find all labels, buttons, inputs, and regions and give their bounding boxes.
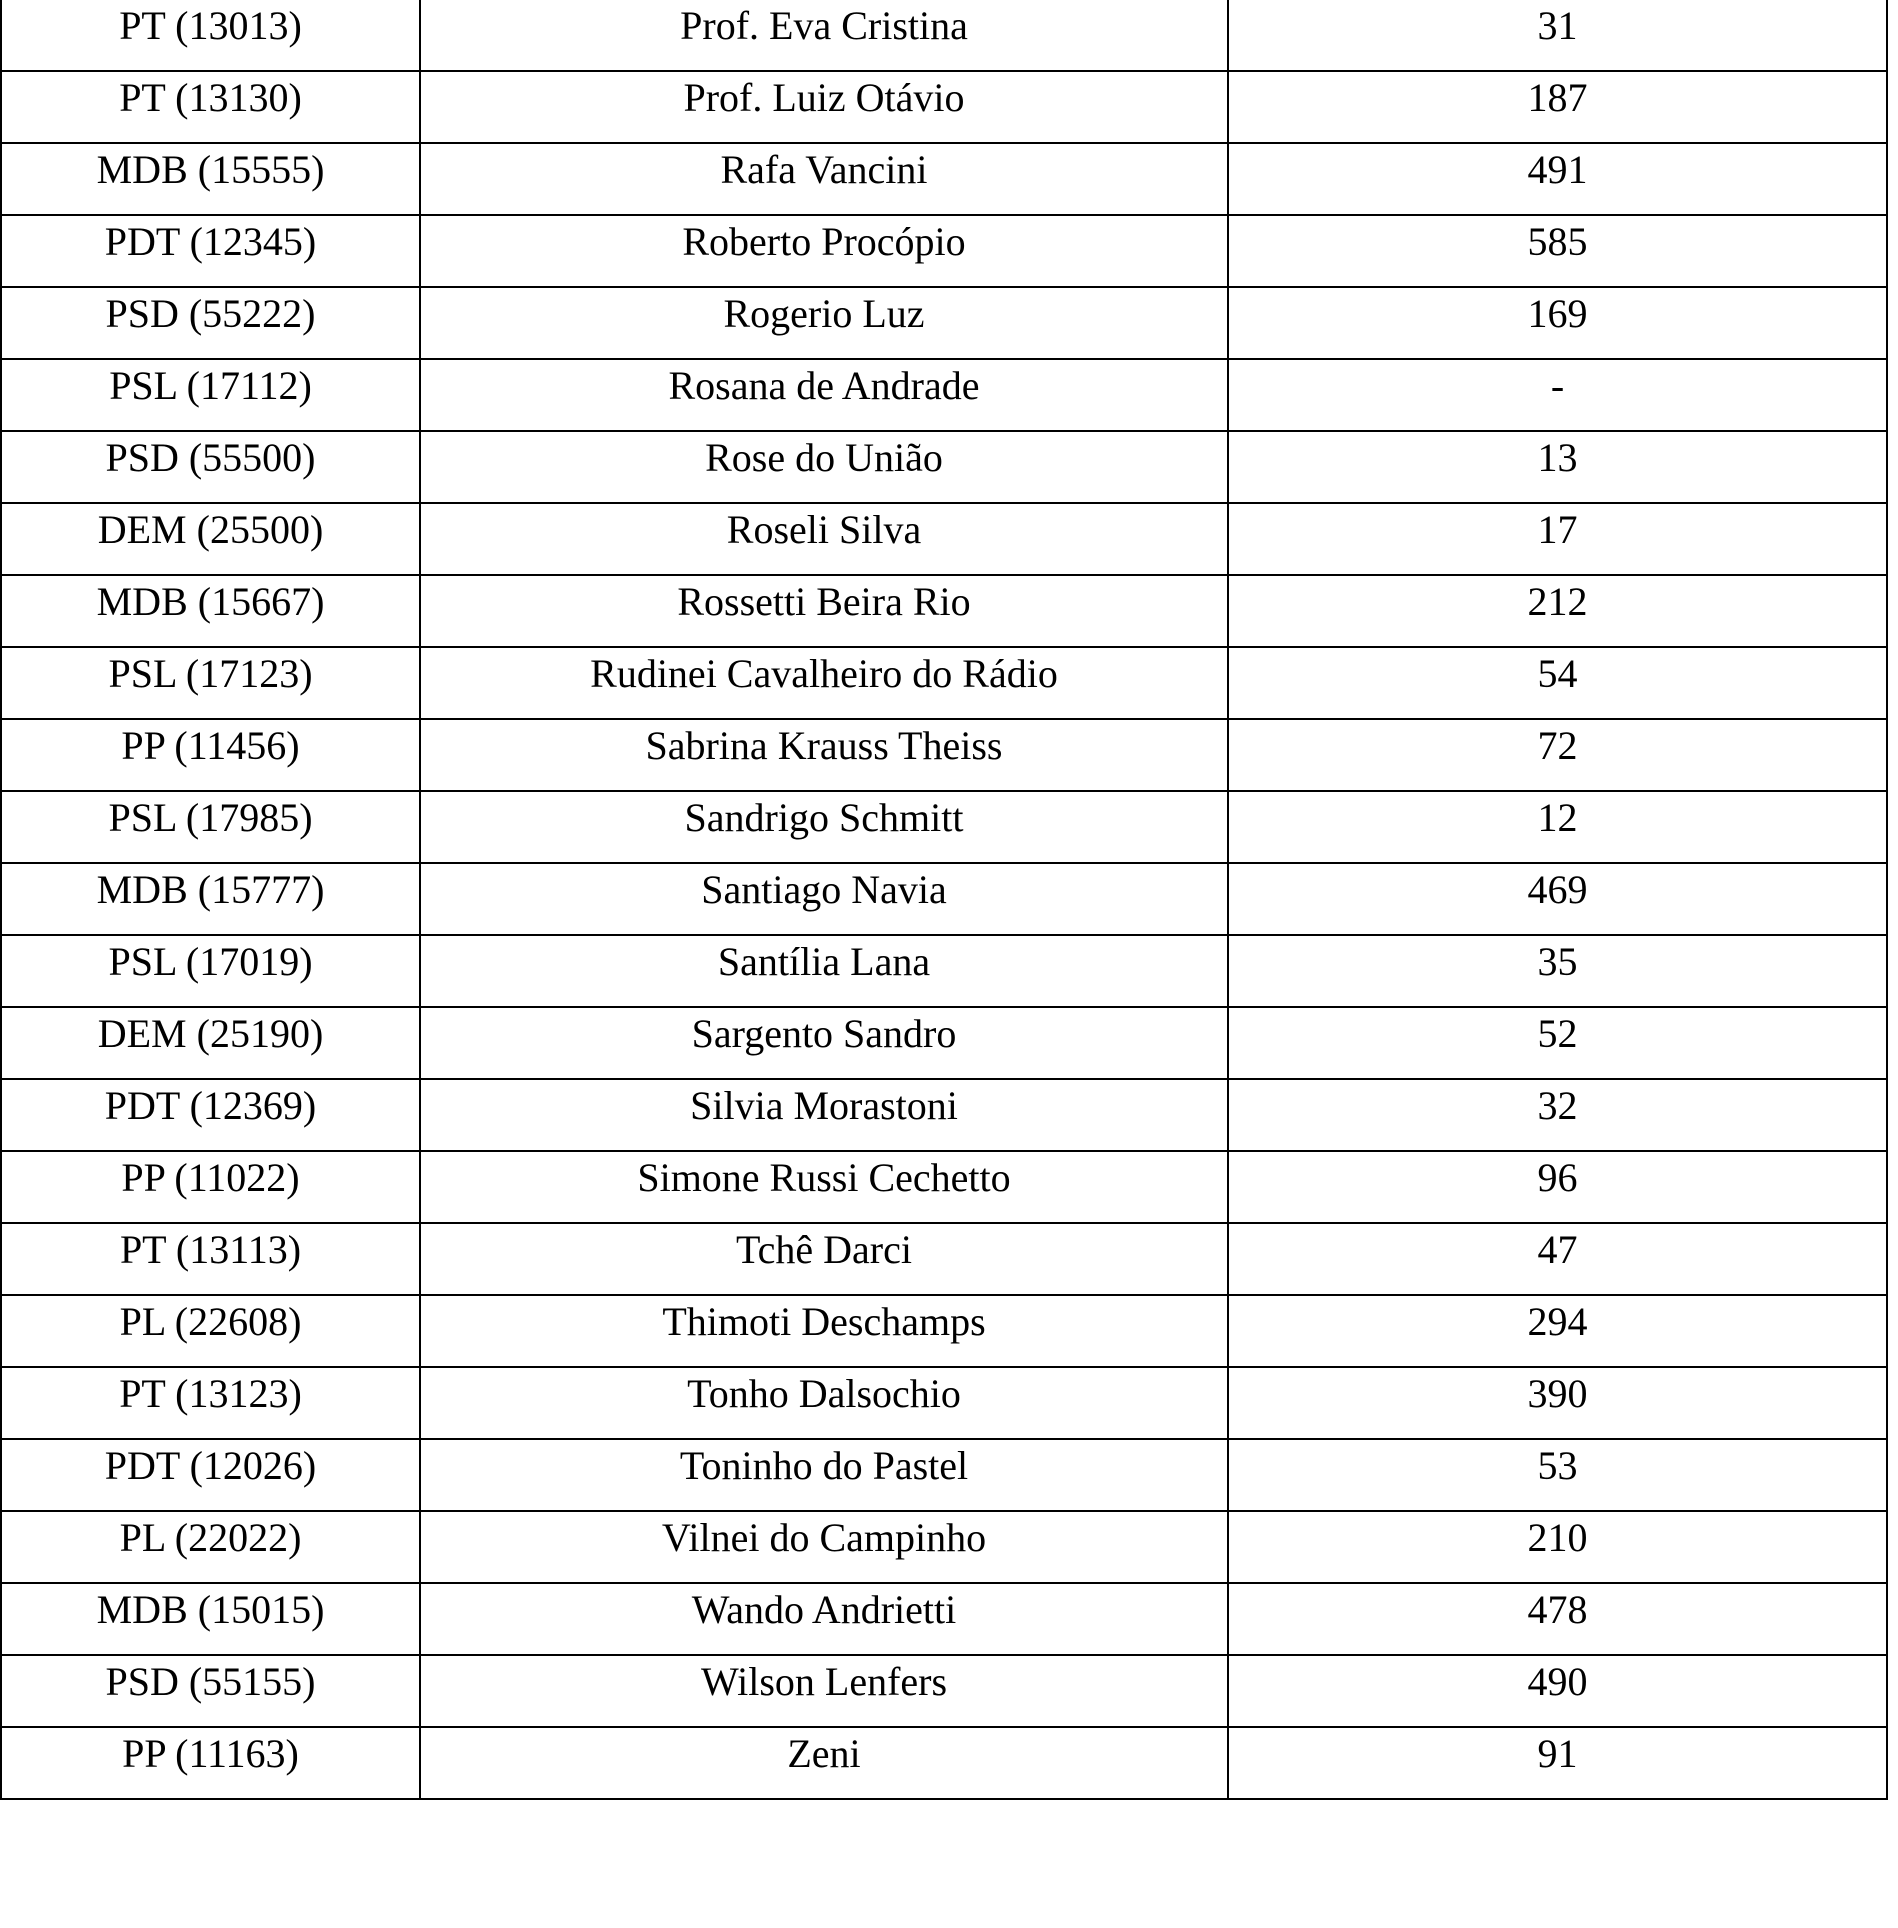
candidate-name-cell: Prof. Eva Cristina: [420, 0, 1228, 71]
votes-cell: 585: [1228, 215, 1887, 287]
table-row: [1, 215, 1887, 287]
table-row: [1, 359, 1887, 431]
votes-cell: 54: [1228, 647, 1887, 719]
votes-cell: 469: [1228, 863, 1887, 935]
table-row: [1, 1583, 1887, 1655]
candidate-name-cell: Simone Russi Cechetto: [420, 1151, 1228, 1223]
votes-cell: 294: [1228, 1295, 1887, 1367]
candidate-name-cell: Sargento Sandro: [420, 1007, 1228, 1079]
votes-cell: 52: [1228, 1007, 1887, 1079]
table-row: [1, 1655, 1887, 1727]
party-cell: PT (13013): [1, 0, 420, 71]
votes-cell: 212: [1228, 575, 1887, 647]
candidate-name-cell: Santília Lana: [420, 935, 1228, 1007]
candidate-name-cell: Vilnei do Campinho: [420, 1511, 1228, 1583]
votes-cell: 169: [1228, 287, 1887, 359]
party-cell: PSL (17112): [1, 359, 420, 431]
table-row: [1, 1367, 1887, 1439]
table-row: [1, 719, 1887, 791]
votes-cell: 17: [1228, 503, 1887, 575]
candidate-name-cell: Prof. Luiz Otávio: [420, 71, 1228, 143]
table-row: [1, 0, 1887, 71]
table-row: [1, 1223, 1887, 1295]
candidate-name-cell: Rossetti Beira Rio: [420, 575, 1228, 647]
party-cell: MDB (15667): [1, 575, 420, 647]
candidate-name-cell: Rosana de Andrade: [420, 359, 1228, 431]
candidate-name-cell: Rafa Vancini: [420, 143, 1228, 215]
table-row: [1, 863, 1887, 935]
candidate-name-cell: Sandrigo Schmitt: [420, 791, 1228, 863]
table-row: [1, 1007, 1887, 1079]
candidate-name-cell: Tonho Dalsochio: [420, 1367, 1228, 1439]
votes-cell: 390: [1228, 1367, 1887, 1439]
party-cell: PP (11022): [1, 1151, 420, 1223]
table-row: [1, 1511, 1887, 1583]
party-cell: PSD (55222): [1, 287, 420, 359]
table-row: [1, 503, 1887, 575]
votes-cell: 47: [1228, 1223, 1887, 1295]
votes-cell: 491: [1228, 143, 1887, 215]
votes-cell: 91: [1228, 1727, 1887, 1799]
votes-cell: 12: [1228, 791, 1887, 863]
party-cell: DEM (25500): [1, 503, 420, 575]
party-cell: PDT (12369): [1, 1079, 420, 1151]
party-cell: PSL (17123): [1, 647, 420, 719]
party-cell: PT (13113): [1, 1223, 420, 1295]
votes-cell: 32: [1228, 1079, 1887, 1151]
party-cell: PDT (12026): [1, 1439, 420, 1511]
table-row: [1, 1151, 1887, 1223]
candidate-name-cell: Toninho do Pastel: [420, 1439, 1228, 1511]
candidate-name-cell: Santiago Navia: [420, 863, 1228, 935]
votes-cell: 210: [1228, 1511, 1887, 1583]
party-cell: PSD (55500): [1, 431, 420, 503]
party-cell: MDB (15015): [1, 1583, 420, 1655]
party-cell: DEM (25190): [1, 1007, 420, 1079]
party-cell: PL (22608): [1, 1295, 420, 1367]
table-row: [1, 575, 1887, 647]
party-cell: MDB (15777): [1, 863, 420, 935]
votes-cell: 31: [1228, 0, 1887, 71]
votes-cell: 187: [1228, 71, 1887, 143]
candidate-name-cell: Roberto Procópio: [420, 215, 1228, 287]
candidate-name-cell: Tchê Darci: [420, 1223, 1228, 1295]
party-cell: PSD (55155): [1, 1655, 420, 1727]
votes-cell: 478: [1228, 1583, 1887, 1655]
candidate-name-cell: Rogerio Luz: [420, 287, 1228, 359]
candidate-name-cell: Silvia Morastoni: [420, 1079, 1228, 1151]
party-cell: PT (13123): [1, 1367, 420, 1439]
party-cell: PP (11456): [1, 719, 420, 791]
table-row: [1, 1727, 1887, 1799]
candidate-name-cell: Rose do União: [420, 431, 1228, 503]
party-cell: MDB (15555): [1, 143, 420, 215]
party-cell: PP (11163): [1, 1727, 420, 1799]
table-row: [1, 791, 1887, 863]
votes-cell: 96: [1228, 1151, 1887, 1223]
party-cell: PT (13130): [1, 71, 420, 143]
party-cell: PDT (12345): [1, 215, 420, 287]
candidate-name-cell: Rudinei Cavalheiro do Rádio: [420, 647, 1228, 719]
table-row: [1, 935, 1887, 1007]
votes-cell: 35: [1228, 935, 1887, 1007]
candidate-name-cell: Zeni: [420, 1727, 1228, 1799]
party-cell: PSL (17019): [1, 935, 420, 1007]
votes-cell: 490: [1228, 1655, 1887, 1727]
table-row: [1, 431, 1887, 503]
table-row: [1, 143, 1887, 215]
table-row: [1, 287, 1887, 359]
party-cell: PL (22022): [1, 1511, 420, 1583]
candidate-name-cell: Wilson Lenfers: [420, 1655, 1228, 1727]
candidate-name-cell: Roseli Silva: [420, 503, 1228, 575]
party-cell: PSL (17985): [1, 791, 420, 863]
candidate-name-cell: Thimoti Deschamps: [420, 1295, 1228, 1367]
votes-cell: 13: [1228, 431, 1887, 503]
table-row: [1, 1439, 1887, 1511]
votes-cell: 53: [1228, 1439, 1887, 1511]
table-row: [1, 1295, 1887, 1367]
table-row: [1, 1079, 1887, 1151]
table-row: [1, 71, 1887, 143]
votes-cell: -: [1228, 359, 1887, 431]
table-body: [1, 0, 1887, 1799]
table-row: [1, 647, 1887, 719]
candidate-name-cell: Wando Andrietti: [420, 1583, 1228, 1655]
candidate-name-cell: Sabrina Krauss Theiss: [420, 719, 1228, 791]
votes-cell: 72: [1228, 719, 1887, 791]
